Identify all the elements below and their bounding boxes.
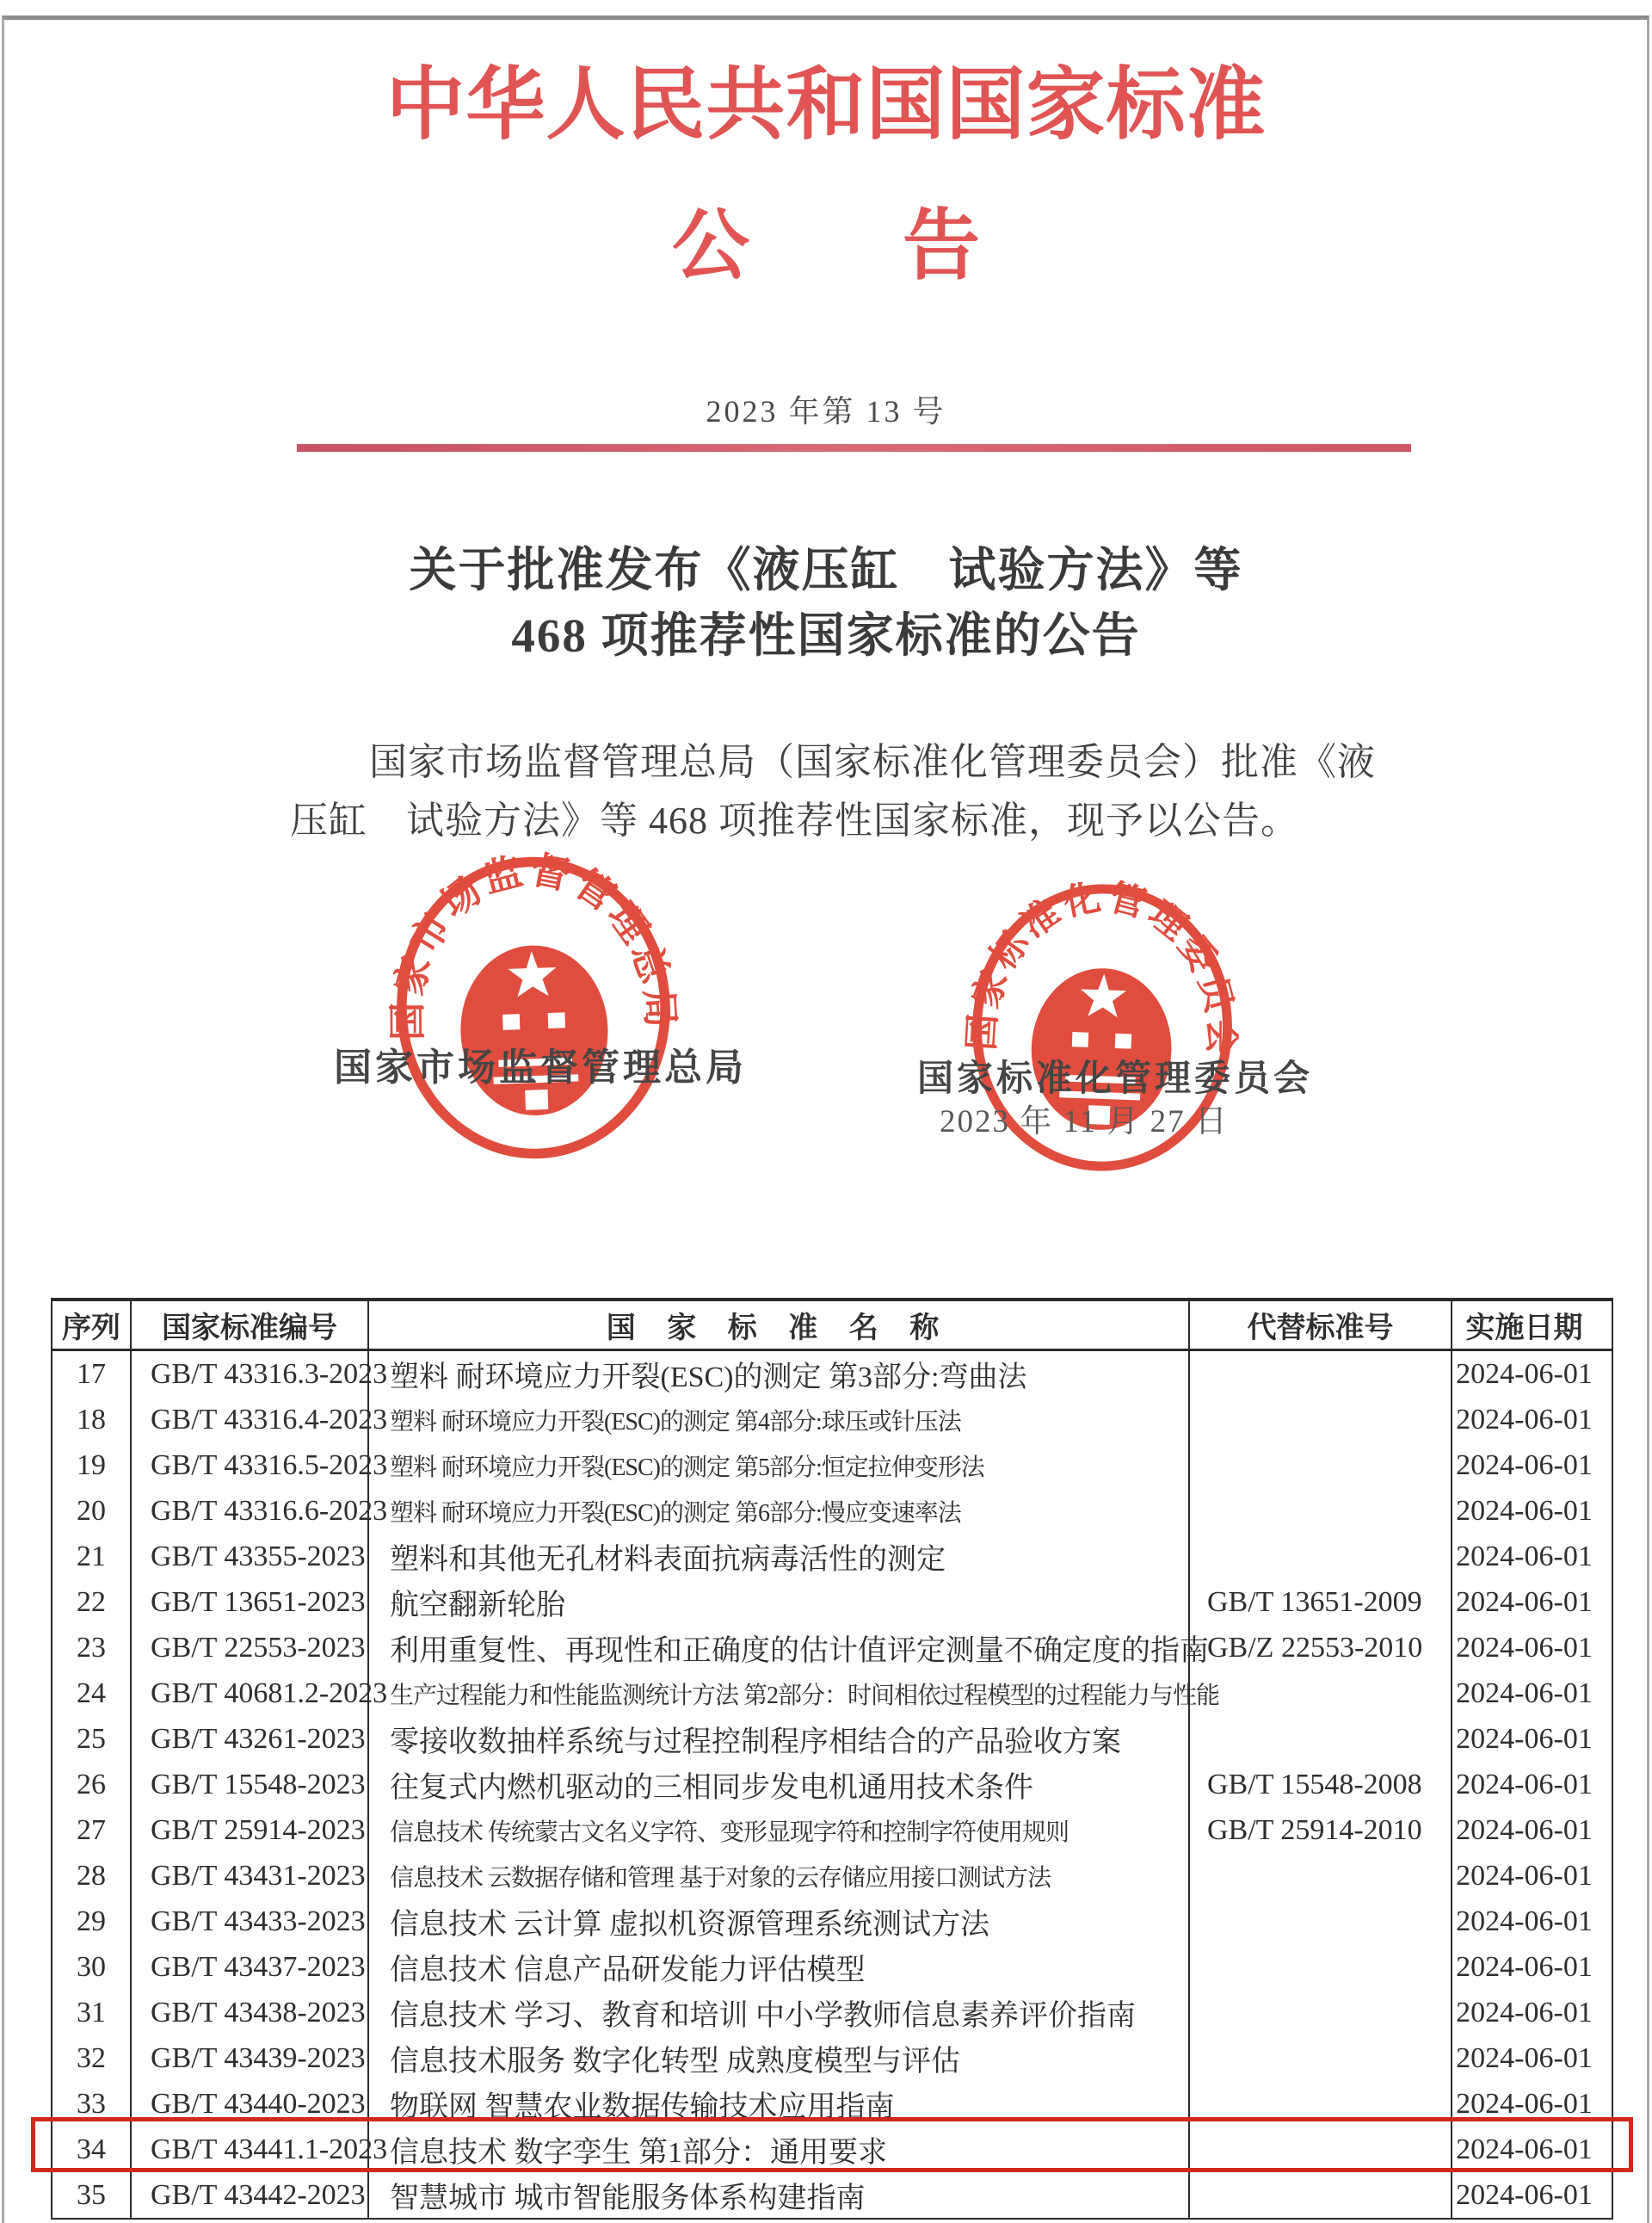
table-body xyxy=(52,1351,1612,2218)
notice-heading-line1: 关于批准发布《液压缸 试验方法》等 xyxy=(409,544,1243,596)
row-seq: 30 xyxy=(52,1944,132,1990)
row-replaced xyxy=(1190,1670,1452,1716)
seal2-ring-text: 国家标准化管理委员会 xyxy=(961,876,1242,1059)
row-name: 物联网 智慧农业数据传输技术应用指南 xyxy=(369,2081,1190,2127)
table-row xyxy=(52,1579,1612,1625)
row-code: GB/T 43437-2023 xyxy=(132,1944,369,1990)
header-replaced: 代替标准号 xyxy=(1190,1301,1452,1349)
row-code: GB/T 43261-2023 xyxy=(132,1716,369,1762)
table-row xyxy=(52,2035,1612,2081)
notice-body-line2: 压缸 试验方法》等 468 项推荐性国家标准，现予以公告。 xyxy=(290,800,1299,842)
row-date: 2024-06-01 xyxy=(1456,2087,1593,2120)
row-name: 塑料 耐环境应力开裂(ESC)的测定 第5部分:恒定拉伸变形法 xyxy=(369,1442,1190,1488)
row-date: 2024-06-01 xyxy=(1456,1950,1593,1983)
row-replaced xyxy=(1190,1716,1452,1762)
row-name: 信息技术服务 数字化转型 成熟度模型与评估 xyxy=(369,2035,1190,2081)
row-code: GB/T 22553-2023 xyxy=(132,1625,369,1670)
row-seq: 29 xyxy=(52,1899,132,1944)
table-row xyxy=(52,1670,1612,1716)
row-date: 2024-06-01 xyxy=(1456,1585,1593,1618)
header-date: 实施日期 xyxy=(1465,1312,1583,1344)
row-replaced xyxy=(1190,1534,1452,1579)
table-row xyxy=(52,1397,1612,1442)
row-code: GB/T 43433-2023 xyxy=(132,1899,369,1944)
table-header-row xyxy=(52,1301,1612,1351)
row-code: GB/T 13651-2023 xyxy=(132,1579,369,1625)
row-seq: 21 xyxy=(52,1534,132,1579)
row-date: 2024-06-01 xyxy=(1456,1859,1593,1892)
row-code: GB/T 43316.4-2023 xyxy=(132,1397,369,1442)
highlight-box-row-34 xyxy=(31,2117,1633,2172)
notice-body xyxy=(290,733,1396,850)
row-replaced xyxy=(1190,1853,1452,1899)
row-seq: 19 xyxy=(52,1442,132,1488)
row-code: GB/T 43355-2023 xyxy=(132,1534,369,1579)
row-date: 2024-06-01 xyxy=(1456,1905,1593,1937)
row-name: 利用重复性、再现性和正确度的估计值评定测量不确定度的指南 xyxy=(369,1625,1190,1670)
document-subtitle xyxy=(0,182,1652,294)
table-row xyxy=(52,1534,1612,1579)
row-date: 2024-06-01 xyxy=(1456,2178,1593,2211)
row-code: GB/T 43316.5-2023 xyxy=(132,1442,369,1488)
row-code: GB/T 43431-2023 xyxy=(132,1853,369,1899)
row-seq: 27 xyxy=(52,1807,132,1853)
row-seq: 17 xyxy=(52,1351,132,1397)
row-date: 2024-06-01 xyxy=(1456,1813,1593,1846)
row-code: GB/T 43440-2023 xyxy=(132,2081,369,2127)
row-replaced xyxy=(1190,1488,1452,1534)
row-name: 塑料 耐环境应力开裂(ESC)的测定 第4部分:球压或针压法 xyxy=(369,1397,1190,1442)
notice-heading-line2: 468 项推荐性国家标准的公告 xyxy=(511,609,1141,662)
row-code: GB/T 43439-2023 xyxy=(132,2035,369,2081)
row-code: GB/T 40681.2-2023 xyxy=(132,1670,369,1716)
table-row xyxy=(52,1716,1612,1762)
row-replaced: GB/T 15548-2008 xyxy=(1190,1762,1452,1807)
row-seq: 34 xyxy=(52,2127,132,2172)
table-row xyxy=(52,1899,1612,1944)
header-seq: 序列 xyxy=(52,1301,132,1349)
row-date: 2024-06-01 xyxy=(1456,2041,1593,2074)
row-name: 信息技术 传统蒙古文名义字符、变形显现字符和控制字符使用规则 xyxy=(369,1807,1190,1853)
row-code: GB/T 43442-2023 xyxy=(132,2172,369,2218)
row-code: GB/T 43316.3-2023 xyxy=(132,1351,369,1397)
announcement-date: 2023 年 11 月 27 日 xyxy=(940,1104,1229,1139)
table-row xyxy=(52,1625,1612,1670)
row-name: 信息技术 数字孪生 第1部分：通用要求 xyxy=(369,2127,1190,2172)
row-seq: 32 xyxy=(52,2035,132,2081)
red-divider-line xyxy=(297,444,1411,452)
table-row xyxy=(52,1990,1612,2035)
row-name: 塑料和其他无孔材料表面抗病毒活性的测定 xyxy=(369,1534,1190,1579)
row-date: 2024-06-01 xyxy=(1456,2133,1593,2165)
row-date: 2024-06-01 xyxy=(1456,1768,1593,1800)
seal1-caption: 国家市场监督管理总局 xyxy=(334,1047,747,1089)
row-name: 生产过程能力和性能监测统计方法 第2部分：时间相依过程模型的过程能力与性能 xyxy=(369,1670,1190,1716)
row-seq: 24 xyxy=(52,1670,132,1716)
row-seq: 18 xyxy=(52,1397,132,1442)
standards-table xyxy=(51,1298,1613,2220)
row-date: 2024-06-01 xyxy=(1456,1448,1593,1481)
row-replaced xyxy=(1190,2172,1452,2218)
table-row xyxy=(52,1488,1612,1534)
table-row xyxy=(52,1351,1612,1397)
row-name: 往复式内燃机驱动的三相同步发电机通用技术条件 xyxy=(369,1762,1190,1807)
row-name: 信息技术 云数据存储和管理 基于对象的云存储应用接口测试方法 xyxy=(369,1853,1190,1899)
row-date: 2024-06-01 xyxy=(1456,1996,1593,2028)
row-code: GB/T 43441.1-2023 xyxy=(132,2127,369,2172)
announcement-number: 2023 年第 13 号 xyxy=(706,394,946,429)
row-name: 信息技术 云计算 虚拟机资源管理系统测试方法 xyxy=(369,1899,1190,1944)
row-replaced xyxy=(1190,2035,1452,2081)
row-seq: 22 xyxy=(52,1579,132,1625)
notice-body-line1: 国家市场监督管理总局（国家标准化管理委员会）批准《液 xyxy=(369,741,1376,783)
row-code: GB/T 15548-2023 xyxy=(132,1762,369,1807)
row-seq: 20 xyxy=(52,1488,132,1534)
row-code: GB/T 43316.6-2023 xyxy=(132,1488,369,1534)
row-date: 2024-06-01 xyxy=(1456,1631,1593,1664)
header-name: 国 家 标 准 名 称 xyxy=(369,1301,1190,1349)
row-name: 信息技术 学习、教育和培训 中小学教师信息素养评价指南 xyxy=(369,1990,1190,2035)
row-name: 塑料 耐环境应力开裂(ESC)的测定 第3部分:弯曲法 xyxy=(369,1351,1190,1397)
row-seq: 35 xyxy=(52,2172,132,2218)
row-seq: 26 xyxy=(52,1762,132,1807)
official-seal-samr xyxy=(384,847,683,1169)
row-name: 零接收数抽样系统与过程控制程序相结合的产品验收方案 xyxy=(369,1716,1190,1762)
subtitle-char-gao: 告 xyxy=(903,204,980,289)
table-row xyxy=(52,1807,1612,1853)
row-code: GB/T 25914-2023 xyxy=(132,1807,369,1853)
table-row xyxy=(52,1442,1612,1488)
row-name: 塑料 耐环境应力开裂(ESC)的测定 第6部分:慢应变速率法 xyxy=(369,1488,1190,1534)
header-code: 国家标准编号 xyxy=(132,1301,369,1349)
table-row xyxy=(52,1944,1612,1990)
row-replaced: GB/T 13651-2009 xyxy=(1190,1579,1452,1625)
subtitle-char-gong: 公 xyxy=(672,204,749,289)
row-date: 2024-06-01 xyxy=(1456,1403,1593,1436)
row-replaced xyxy=(1190,1990,1452,2035)
table-row xyxy=(52,2172,1612,2218)
row-code: GB/T 43438-2023 xyxy=(132,1990,369,2035)
row-replaced xyxy=(1190,1397,1452,1442)
table-row xyxy=(52,1853,1612,1899)
row-replaced xyxy=(1190,1351,1452,1397)
row-replaced: GB/Z 22553-2010 xyxy=(1190,1625,1452,1670)
row-date: 2024-06-01 xyxy=(1456,1722,1593,1755)
row-date: 2024-06-01 xyxy=(1456,1540,1593,1572)
row-date: 2024-06-01 xyxy=(1456,1357,1593,1390)
row-date: 2024-06-01 xyxy=(1456,1677,1593,1709)
seal2-caption: 国家标准化管理委员会 xyxy=(917,1059,1314,1099)
row-replaced xyxy=(1190,1944,1452,1990)
row-name: 信息技术 信息产品研发能力评估模型 xyxy=(369,1944,1190,1990)
document-title: 中华人民共和国国家标准 xyxy=(385,61,1267,149)
seal1-ring-text: 国家市场监督管理总局 xyxy=(385,848,683,1041)
row-seq: 25 xyxy=(52,1716,132,1762)
row-seq: 33 xyxy=(52,2081,132,2127)
row-replaced xyxy=(1190,1442,1452,1488)
national-emblem-icon xyxy=(458,943,611,1118)
row-seq: 23 xyxy=(52,1625,132,1670)
row-date: 2024-06-01 xyxy=(1456,1494,1593,1527)
row-name: 智慧城市 城市智能服务体系构建指南 xyxy=(369,2172,1190,2218)
row-replaced xyxy=(1190,1899,1452,1944)
row-seq: 28 xyxy=(52,1853,132,1899)
row-seq: 31 xyxy=(52,1990,132,2035)
row-name: 航空翻新轮胎 xyxy=(369,1579,1190,1625)
table-row xyxy=(52,1762,1612,1807)
row-replaced: GB/T 25914-2010 xyxy=(1190,1807,1452,1853)
